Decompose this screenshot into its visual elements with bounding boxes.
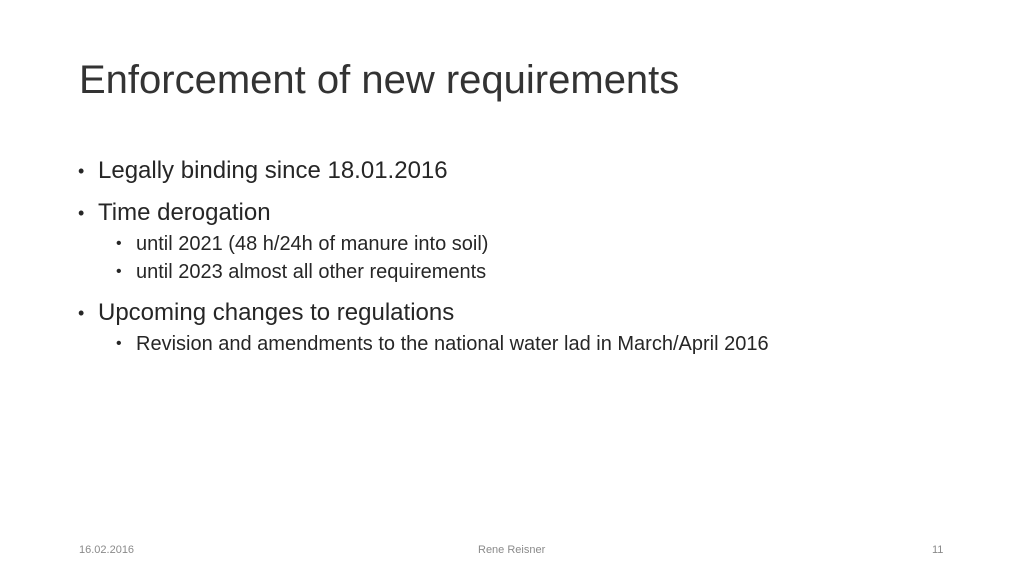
bullet-text: Upcoming changes to regulations — [98, 299, 455, 326]
footer-date: 16.02.2016 — [79, 544, 135, 556]
sub-bullet-item — [78, 230, 978, 258]
bullet-item — [78, 196, 978, 230]
slide-title: Enforcement of new requirements — [79, 58, 680, 102]
bullet-text: Time derogation — [98, 199, 271, 226]
bullet-icon: • — [78, 203, 85, 223]
sub-bullet-text: until 2023 almost all other requirements — [136, 261, 487, 283]
sub-bullet-icon: • — [116, 235, 122, 252]
sub-bullet-item — [78, 258, 978, 286]
bullet-item — [78, 296, 978, 330]
sub-bullet-item — [78, 330, 978, 358]
bullet-icon: • — [78, 303, 85, 323]
sub-bullet-icon: • — [116, 263, 122, 280]
footer-page-number: 11 — [932, 544, 944, 556]
sub-bullet-text: until 2021 (48 h/24h of manure into soil) — [136, 233, 489, 255]
footer-author: Rene Reisner — [478, 544, 546, 556]
sub-bullet-text: Revision and amendments to the national water lad in March/April 2016 — [136, 333, 769, 355]
bullet-item — [78, 154, 978, 188]
sub-bullet-icon: • — [116, 335, 122, 352]
bullet-icon: • — [78, 161, 85, 181]
bullet-list — [78, 154, 978, 358]
bullet-text: Legally binding since 18.01.2016 — [98, 157, 448, 184]
